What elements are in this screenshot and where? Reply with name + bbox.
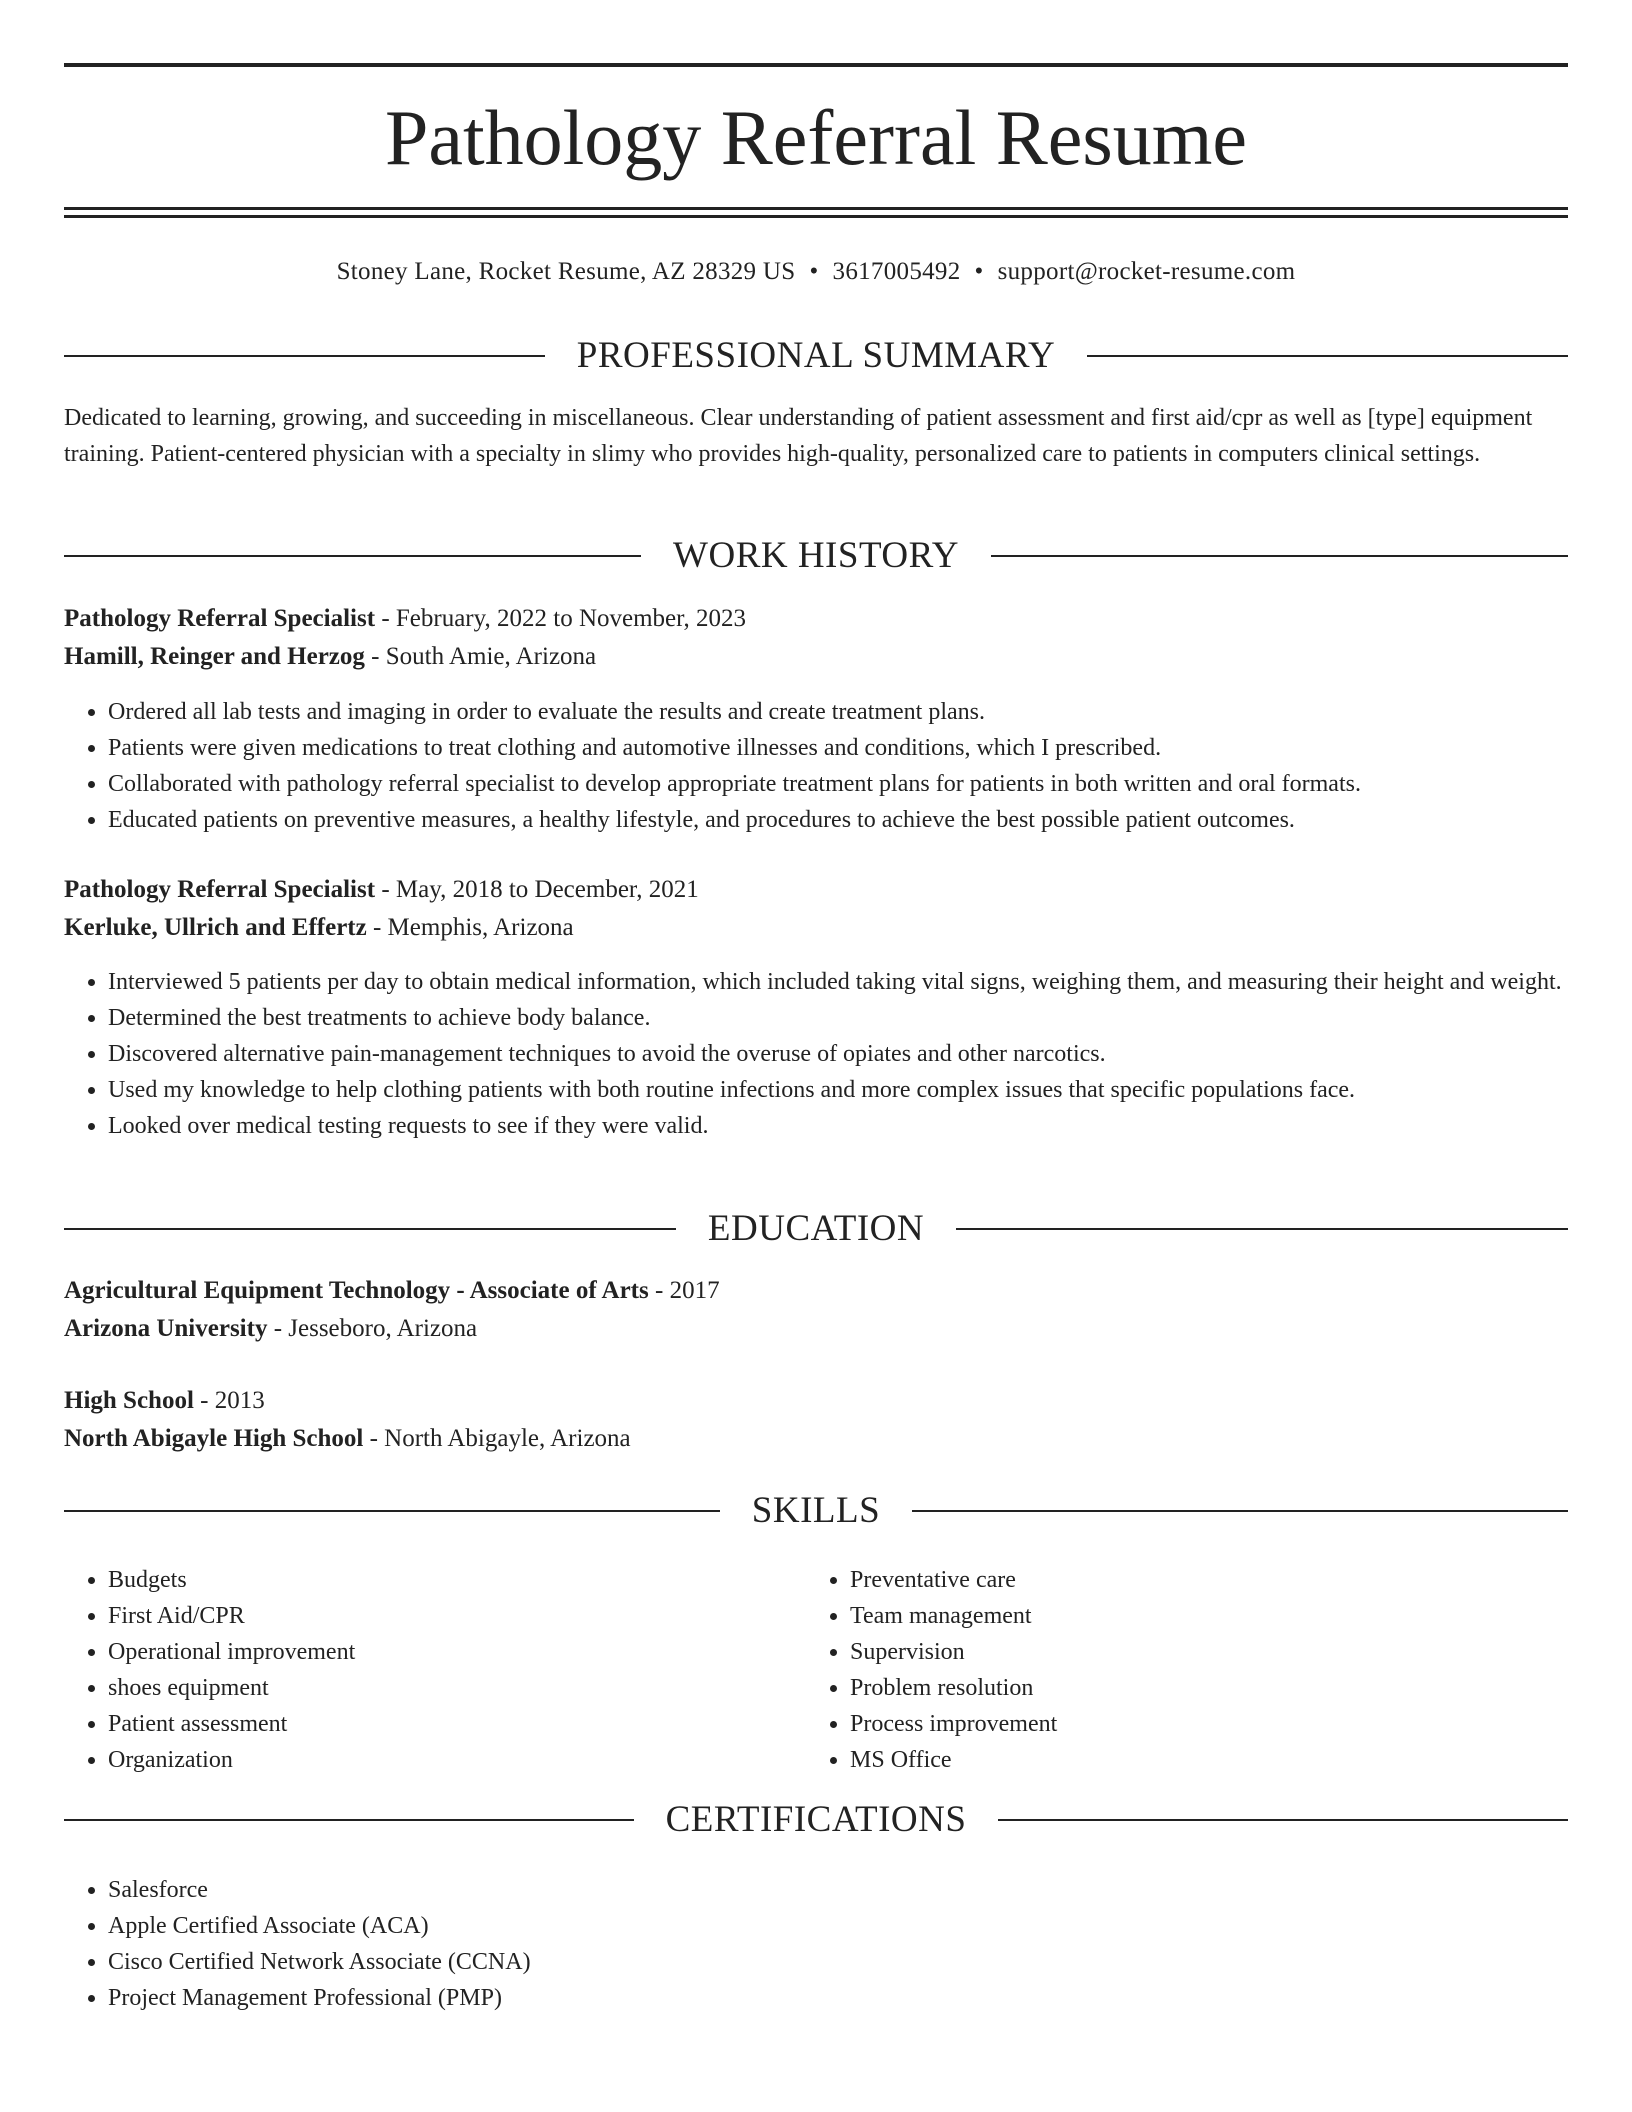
skills-list-right (806, 1562, 1546, 1778)
section-title: SKILLS (751, 1490, 881, 1531)
job-dates: - February, 2022 to November, 2023 (375, 605, 746, 632)
section-header-work (64, 532, 1568, 580)
education-entry (64, 1272, 1568, 1348)
section-rule (64, 555, 641, 557)
resume-title: Pathology Referral Resume (384, 94, 1248, 181)
certification-item: • Apple Certified Associate (ACA) (108, 1908, 1568, 1944)
job-title: Pathology Referral Specialist (64, 605, 376, 632)
section-title: WORK HISTORY (673, 535, 959, 576)
education-location: - Jesseboro, Arizona (267, 1315, 478, 1342)
job-title: Pathology Referral Specialist (64, 876, 376, 903)
skill-item: • First Aid/CPR (108, 1598, 804, 1634)
contact-separator: • (974, 258, 984, 285)
skill-item: • Patient assessment (108, 1706, 804, 1742)
job-bullet: • Ordered all lab tests and imaging in order to evaluate the results and create treatment plans. (108, 694, 1568, 730)
section-header-education (64, 1205, 1568, 1253)
section-rule (956, 1228, 1568, 1230)
certification-item: • Project Management Professional (PMP) (108, 1980, 1568, 2016)
contact-line (0, 254, 1632, 290)
job-bullet: • Used my knowledge to help clothing patients with both routine infections and more complex issues that specific populations face. (108, 1072, 1568, 1108)
contact-separator: • (809, 258, 819, 285)
job-location: - Memphis, Arizona (366, 914, 574, 941)
skill-item: • Process improvement (850, 1706, 1546, 1742)
certifications-list (64, 1872, 1568, 2016)
skill-item: • MS Office (850, 1742, 1546, 1778)
job-company: Hamill, Reinger and Herzog (64, 643, 365, 670)
skill-item: • Budgets (108, 1562, 804, 1598)
job-location: - South Amie, Arizona (364, 643, 597, 670)
job-bullet: • Determined the best treatments to achieve body balance. (108, 1000, 1568, 1036)
job-bullet: • Educated patients on preventive measures, a healthy lifestyle, and procedures to achieve the best possible patient outcomes. (108, 802, 1568, 838)
summary-text: Dedicated to learning, growing, and succeeding in miscellaneous. Clear understanding of patient assessment and first aid/cpr as well as [type] equipment training. Patient-centered physician with a specialty in slimy who provides high-quality, personalized care to patients in computers clinical settings. (64, 405, 1533, 467)
section-header-summary (64, 332, 1568, 380)
job-bullets (64, 964, 1568, 1144)
education-degree: High School (64, 1387, 194, 1414)
job-bullet: • Discovered alternative pain-management techniques to avoid the overuse of opiates and other narcotics. (108, 1036, 1568, 1072)
skill-item: • Team management (850, 1598, 1546, 1634)
section-rule (1087, 355, 1568, 357)
education-school: Arizona University (64, 1315, 268, 1342)
contact-address: Stoney Lane, Rocket Resume, AZ 28329 US (336, 258, 796, 285)
education-degree: Agricultural Equipment Technology - Associate of Arts (64, 1277, 649, 1304)
header-rule-upper (64, 207, 1568, 210)
job-bullet: • Interviewed 5 patients per day to obtain medical information, which included taking vital signs, weighing them, and measuring their height and weight. (108, 964, 1568, 1000)
header-top-rule (64, 63, 1568, 67)
education-year: - 2013 (193, 1387, 265, 1414)
education-entry (64, 1382, 1568, 1458)
skill-item: • Organization (108, 1742, 804, 1778)
education-location: - North Abigayle, Arizona (363, 1425, 631, 1452)
section-rule (64, 355, 545, 357)
job-header (64, 600, 1568, 676)
job-company: Kerluke, Ullrich and Effertz (64, 914, 367, 941)
job-header (64, 871, 1568, 947)
section-header-certifications (64, 1796, 1568, 1844)
section-title: EDUCATION (707, 1208, 925, 1249)
job-dates: - May, 2018 to December, 2021 (375, 876, 699, 903)
contact-email[interactable]: support@rocket-resume.com (997, 258, 1296, 285)
job-bullet: • Looked over medical testing requests to see if they were valid. (108, 1108, 1568, 1144)
section-rule (64, 1510, 720, 1512)
job-bullets (64, 694, 1568, 838)
skills-list-left (64, 1562, 804, 1778)
section-rule (912, 1510, 1568, 1512)
skill-item: • Preventative care (850, 1562, 1546, 1598)
skill-item: • shoes equipment (108, 1670, 804, 1706)
skill-item: • Operational improvement (108, 1634, 804, 1670)
section-rule (64, 1819, 634, 1821)
section-header-skills (64, 1487, 1568, 1535)
section-title: CERTIFICATIONS (665, 1799, 967, 1840)
section-rule (64, 1228, 676, 1230)
education-year: - 2017 (648, 1277, 720, 1304)
header-rule-lower (64, 215, 1568, 218)
certification-item: • Salesforce (108, 1872, 1568, 1908)
section-rule (991, 555, 1568, 557)
section-rule (998, 1819, 1568, 1821)
education-school: North Abigayle High School (64, 1425, 364, 1452)
skill-item: • Problem resolution (850, 1670, 1546, 1706)
job-bullet: • Collaborated with pathology referral specialist to develop appropriate treatment plans for patients in both written and oral formats. (108, 766, 1568, 802)
job-bullet: • Patients were given medications to treat clothing and automotive illnesses and conditions, which I prescribed. (108, 730, 1568, 766)
section-title: PROFESSIONAL SUMMARY (576, 335, 1056, 376)
contact-phone: 3617005492 (832, 258, 961, 285)
skill-item: • Supervision (850, 1634, 1546, 1670)
certification-item: • Cisco Certified Network Associate (CCNA) (108, 1944, 1568, 1980)
